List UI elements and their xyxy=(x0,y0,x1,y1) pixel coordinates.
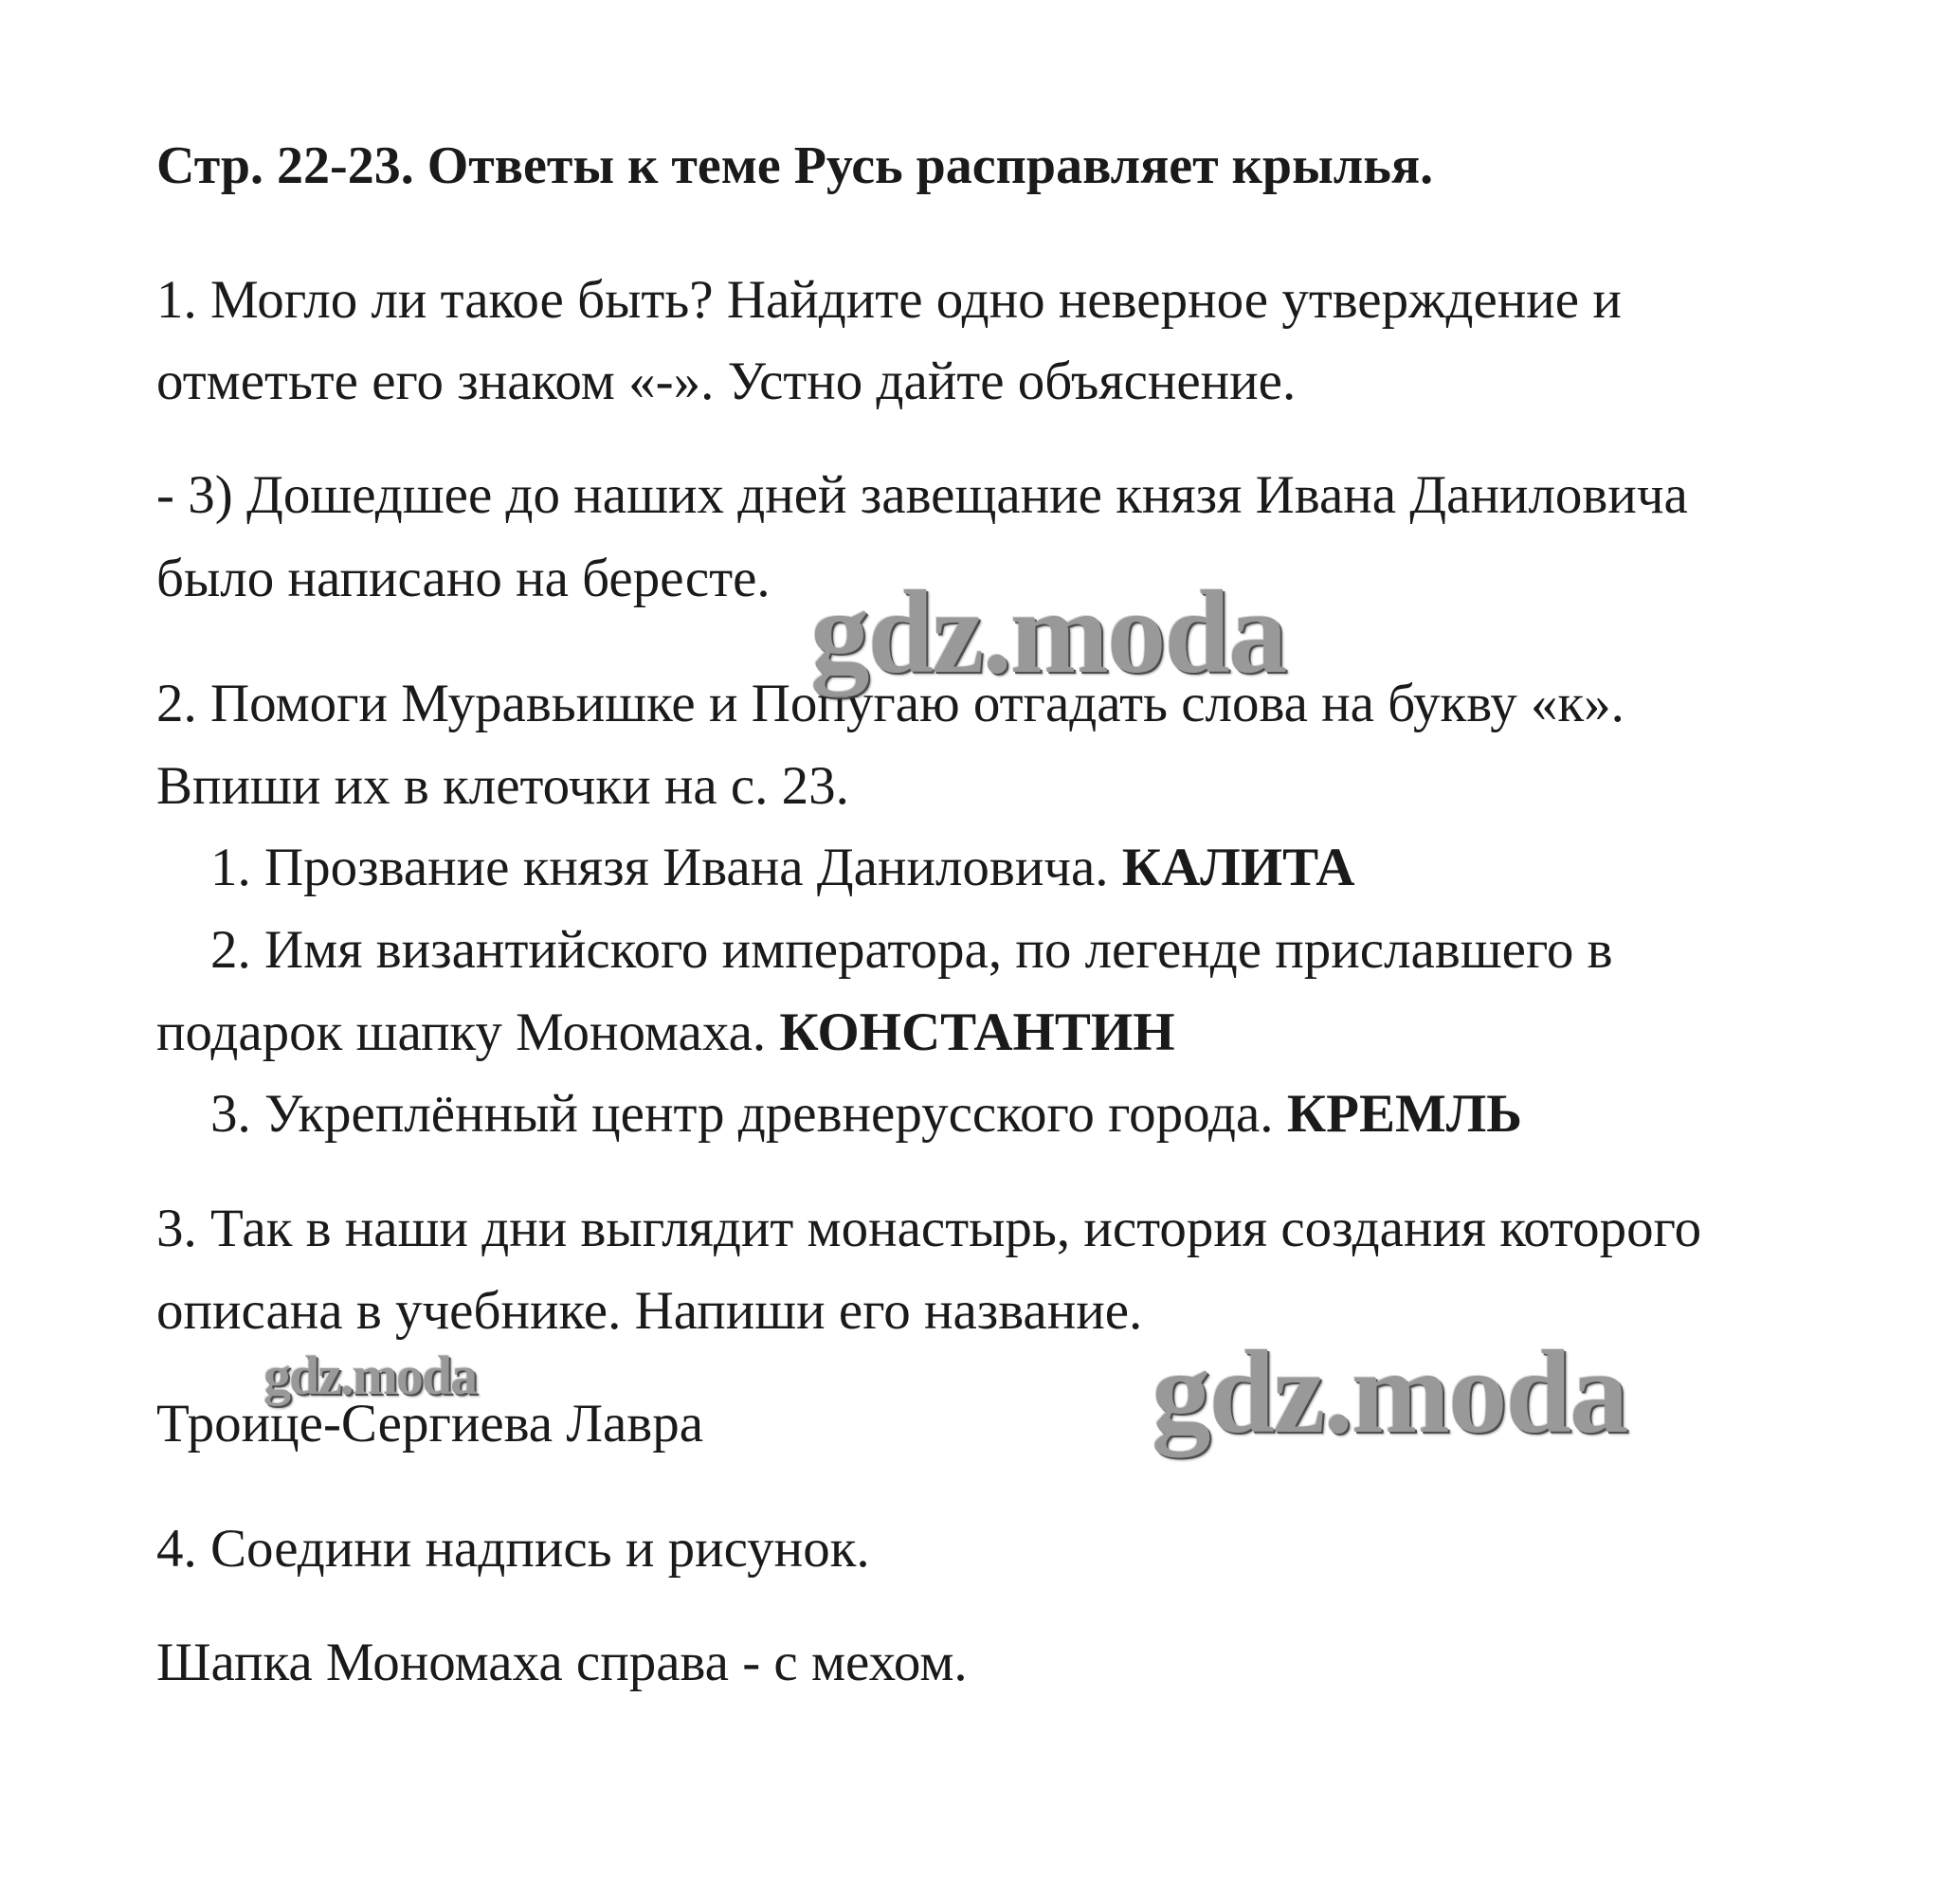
task2-item-2-answer: КОНСТАНТИН xyxy=(779,1002,1175,1062)
task2-question-line2: Впиши их в клеточки на с. 23. xyxy=(156,756,849,816)
watermark-logo: gdz.moda xyxy=(810,568,1286,698)
watermark-logo-small: gdz.moda xyxy=(263,1345,477,1406)
task2-item-3-text: 3. Укреплённый центр древнерусского города. xyxy=(210,1084,1287,1144)
task4-answer: Шапка Мономаха справа - с мехом. xyxy=(156,1633,968,1692)
task3-question-line1: 3. Так в наши дни выглядит монастырь, история создания которого xyxy=(156,1199,1702,1258)
task2-item-2-text: подарок шапку Мономаха. xyxy=(156,1002,780,1062)
task2-item-3-answer: КРЕМЛЬ xyxy=(1286,1084,1522,1144)
task1-question-line1: 1. Могло ли такое быть? Найдите одно неверное утверждение и xyxy=(156,270,1622,330)
task2-item-2-line1: 2. Имя византийского императора, по легенде приславшего в xyxy=(210,920,1613,980)
page-title: Стр. 22-23. Ответы к теме Русь расправляет крылья. xyxy=(156,136,1434,195)
task2-item-1-answer: КАЛИТА xyxy=(1121,838,1355,897)
task3-question-line2: описана в учебнике. Напиши его название. xyxy=(156,1281,1143,1341)
task1-answer-line2: было написано на бересте. xyxy=(156,549,771,608)
task2-question-line1: 2. Помоги Муравьишке и Попугаю отгадать слова на букву «к». xyxy=(156,674,1624,733)
task1-answer-line1: - 3) Дошедшее до наших дней завещание князя Ивана Даниловича xyxy=(156,465,1688,525)
task1-question-line2: отметьте его знаком «-». Устно дайте объяснение. xyxy=(156,352,1297,411)
task2-item-2-line2 xyxy=(156,1000,1175,1066)
task3-answer: Троице-Сергиева Лавра xyxy=(156,1394,704,1454)
task2-item-3 xyxy=(210,1081,1522,1147)
task2-item-1-text: 1. Прозвание князя Ивана Даниловича. xyxy=(210,838,1122,897)
task4-question: 4. Соедини надпись и рисунок. xyxy=(156,1519,870,1579)
task2-item-1 xyxy=(210,835,1354,901)
watermark-logo-right: gdz.moda xyxy=(1152,1327,1627,1458)
